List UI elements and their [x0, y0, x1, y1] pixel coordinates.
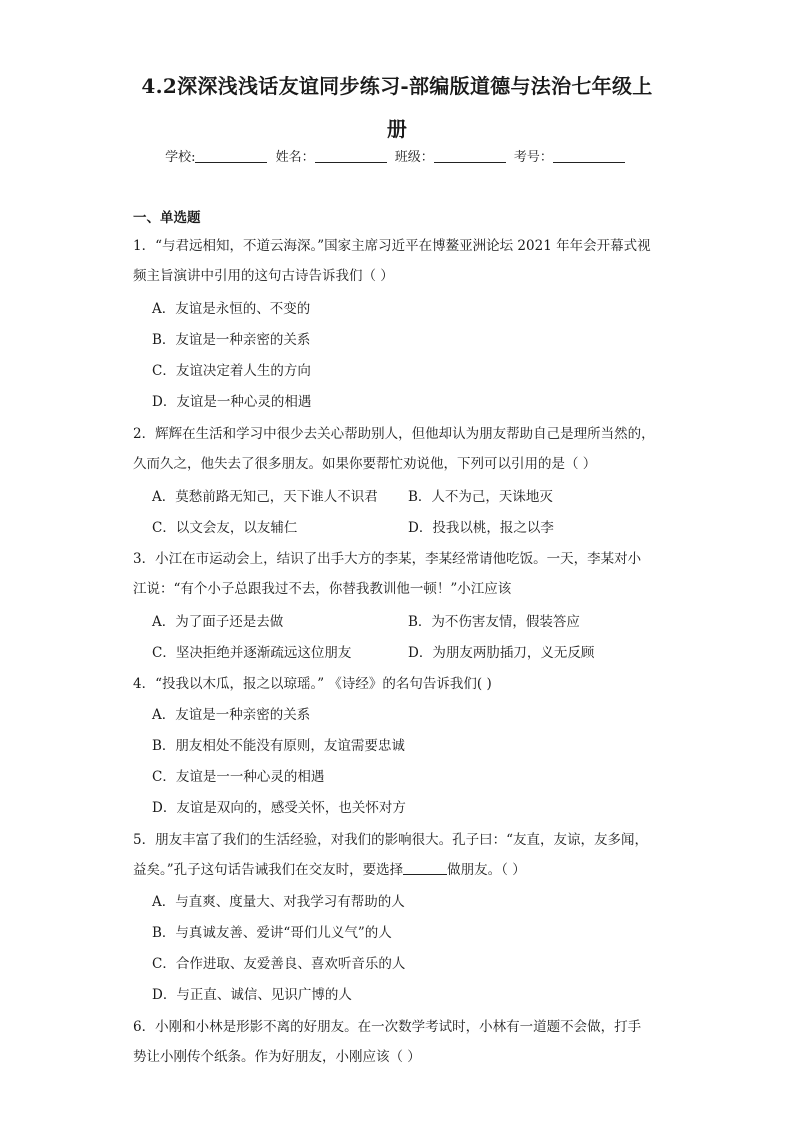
school-label: 学校: [165, 150, 196, 165]
option-b[interactable]: B．为不伤害友情，假装答应 [408, 614, 580, 630]
number-blank[interactable] [553, 149, 625, 163]
number-label: 考号： [513, 150, 553, 165]
option-a[interactable]: A．友谊是永恒的、不变的 [152, 301, 311, 317]
question-stem: 6．小刚和小林是形影不离的好朋友。在一次数学考试时，小林有一道题不会做，打手 [133, 1019, 642, 1035]
option-c[interactable]: C．友谊决定着人生的方向 [152, 363, 311, 379]
school-blank[interactable] [195, 149, 267, 163]
option-b[interactable]: B．人不为己，天诛地灭 [408, 489, 553, 505]
question-stem: 3．小江在市运动会上，结识了出手大方的李某，李某经常请他吃饭。一天，李某对小 [133, 551, 642, 567]
answer-blank[interactable] [403, 862, 447, 875]
question-stem: 益矣。”孔子这句话告诫我们在交友时，要选择 做朋友。（ ） [133, 862, 526, 878]
option-d[interactable]: D．与正直、诚信、见识广博的人 [152, 987, 352, 1003]
class-label: 班级： [394, 150, 434, 165]
question-stem: 久而久之，他失去了很多朋友。如果你要帮忙劝说他，下列可以引用的是（ ） [133, 456, 597, 472]
option-d[interactable]: D．投我以桃，报之以李 [408, 520, 554, 536]
name-blank[interactable] [315, 149, 387, 163]
student-info-row [0, 146, 794, 165]
option-c[interactable]: C．以文会友，以友辅仁 [152, 520, 298, 536]
question-stem: 1．“与君远相知，不道云海深。”国家主席习近平在博鳌亚洲论坛 2021 年年会开幕式视 [133, 238, 651, 254]
option-c[interactable]: C．友谊是一一种心灵的相遇 [152, 769, 325, 785]
option-b[interactable]: B．与真诚友善、爱讲“哥们儿义气”的人 [152, 925, 392, 941]
option-a[interactable]: A．与直爽、度量大、对我学习有帮助的人 [152, 894, 405, 910]
question-stem: 2．辉辉在生活和学习中很少去关心帮助别人，但他却认为朋友帮助自己是理所当然的， [133, 426, 655, 442]
question-stem: 频主旨演讲中引用的这句古诗告诉我们（ ） [133, 268, 394, 284]
option-b[interactable]: B．朋友相处不能没有原则，友谊需要忠诚 [152, 738, 405, 754]
option-d[interactable]: D．为朋友两肋插刀，义无反顾 [408, 645, 595, 661]
question-stem: 势让小刚传个纸条。作为好朋友，小刚应该（ ） [133, 1049, 421, 1065]
document-title-continued: 册 [386, 117, 408, 141]
option-d[interactable]: D．友谊是一种心灵的相遇 [152, 394, 312, 410]
option-a[interactable]: A．莫愁前路无知己，天下谁人不识君 [152, 489, 378, 505]
question-stem: 江说：“有个小子总跟我过不去，你替我教训他一顿！”小江应该 [133, 581, 512, 597]
question-stem: 4．“投我以木瓜，报之以琼瑶。” 《诗经》的名句告诉我们( ) [133, 676, 492, 692]
question-stem: 5．朋友丰富了我们的生活经验，对我们的影响很大。孔子曰：“友直，友谅，友多闻， [133, 832, 648, 848]
option-a[interactable]: A．为了面子还是去做 [152, 614, 284, 630]
option-d[interactable]: D．友谊是双向的，感受关怀，也关怀对方 [152, 800, 406, 816]
option-c[interactable]: C．坚决拒绝并逐渐疏远这位朋友 [152, 645, 352, 661]
name-label: 姓名： [275, 150, 315, 165]
option-b[interactable]: B．友谊是一种亲密的关系 [152, 332, 311, 348]
section-heading: 一、单选题 [133, 210, 201, 226]
option-c[interactable]: C．合作进取、友爱善良、喜欢听音乐的人 [152, 956, 406, 972]
class-blank[interactable] [434, 149, 506, 163]
document-title: 4.2深深浅浅话友谊同步练习-部编版道德与法治七年级上 [141, 74, 653, 98]
option-a[interactable]: A．友谊是一种亲密的关系 [152, 707, 311, 723]
